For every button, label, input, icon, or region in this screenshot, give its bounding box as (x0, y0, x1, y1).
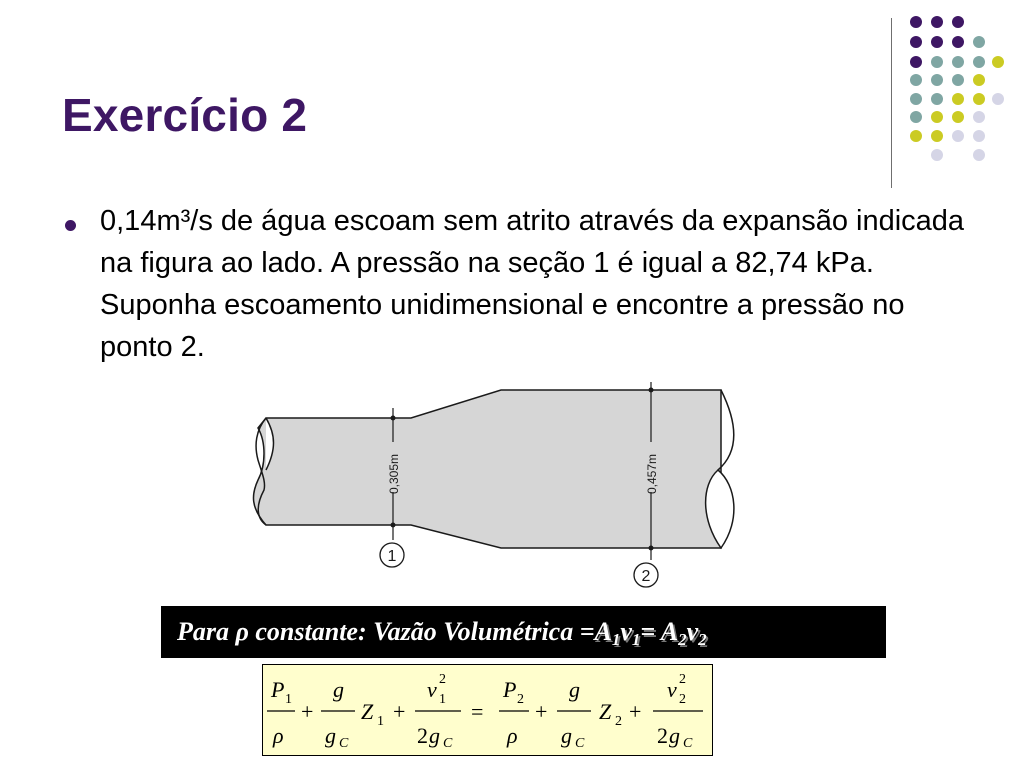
bullet-dot-icon (65, 220, 76, 231)
bernoulli-equation (263, 665, 714, 757)
svg-text:ρ: ρ (273, 723, 284, 748)
svg-text:2: 2 (517, 692, 524, 707)
svg-text:C: C (683, 736, 693, 751)
svg-text:g: g (429, 723, 440, 748)
svg-text:C: C (575, 736, 585, 751)
svg-text:1: 1 (439, 692, 446, 707)
svg-text:v: v (427, 677, 437, 702)
svg-text:C: C (443, 736, 453, 751)
problem-statement: 0,14m³/s de água escoam sem atrito através da expansão indicada na figura ao lado. A pressão na seção 1 é igual a 82,74 kPa. Suponha escoamento unidimensional e encontre a pressão no ponto 2. (100, 205, 965, 363)
svg-text:ρ: ρ (507, 723, 518, 748)
svg-text:Z: Z (361, 699, 374, 724)
svg-text:Z: Z (599, 699, 612, 724)
svg-text:g: g (669, 723, 680, 748)
banner-equation: $A_1v_1= A_2v_2$ (594, 617, 707, 649)
pipe-expansion-diagram (236, 380, 756, 600)
svg-text:=: = (471, 699, 484, 724)
svg-text:g: g (569, 677, 580, 702)
svg-text:2: 2 (657, 723, 668, 748)
svg-text:+: + (629, 699, 642, 724)
svg-text:P: P (271, 677, 285, 702)
svg-text:2: 2 (417, 723, 428, 748)
svg-text:P: P (503, 677, 517, 702)
svg-text:v: v (667, 677, 677, 702)
svg-text:g: g (325, 723, 336, 748)
svg-text:2: 2 (439, 672, 446, 687)
svg-text:+: + (301, 699, 314, 724)
diameter-1-label: 0,305m (387, 453, 401, 494)
decorative-dot-grid (0, 0, 1024, 200)
svg-text:g: g (561, 723, 572, 748)
svg-text:2: 2 (679, 692, 686, 707)
banner-prefix: Para ρ constante: Vazão Volumétrica = (177, 617, 595, 646)
divider-line (891, 18, 892, 188)
svg-text:+: + (535, 699, 548, 724)
bernoulli-equation-box (262, 664, 713, 756)
diameter-2-label: 0,457m (645, 453, 659, 494)
svg-text:+: + (393, 699, 406, 724)
svg-text:C: C (339, 736, 349, 751)
svg-text:2: 2 (679, 672, 686, 687)
svg-text:2: 2 (615, 714, 622, 729)
point-2-label: 2 (641, 568, 651, 585)
svg-text:1: 1 (285, 692, 292, 707)
svg-text:g: g (333, 677, 344, 702)
continuity-banner (161, 606, 886, 658)
point-1-label: 1 (387, 548, 397, 565)
svg-text:1: 1 (377, 714, 384, 729)
slide-title: Exercício 2 (62, 89, 308, 141)
